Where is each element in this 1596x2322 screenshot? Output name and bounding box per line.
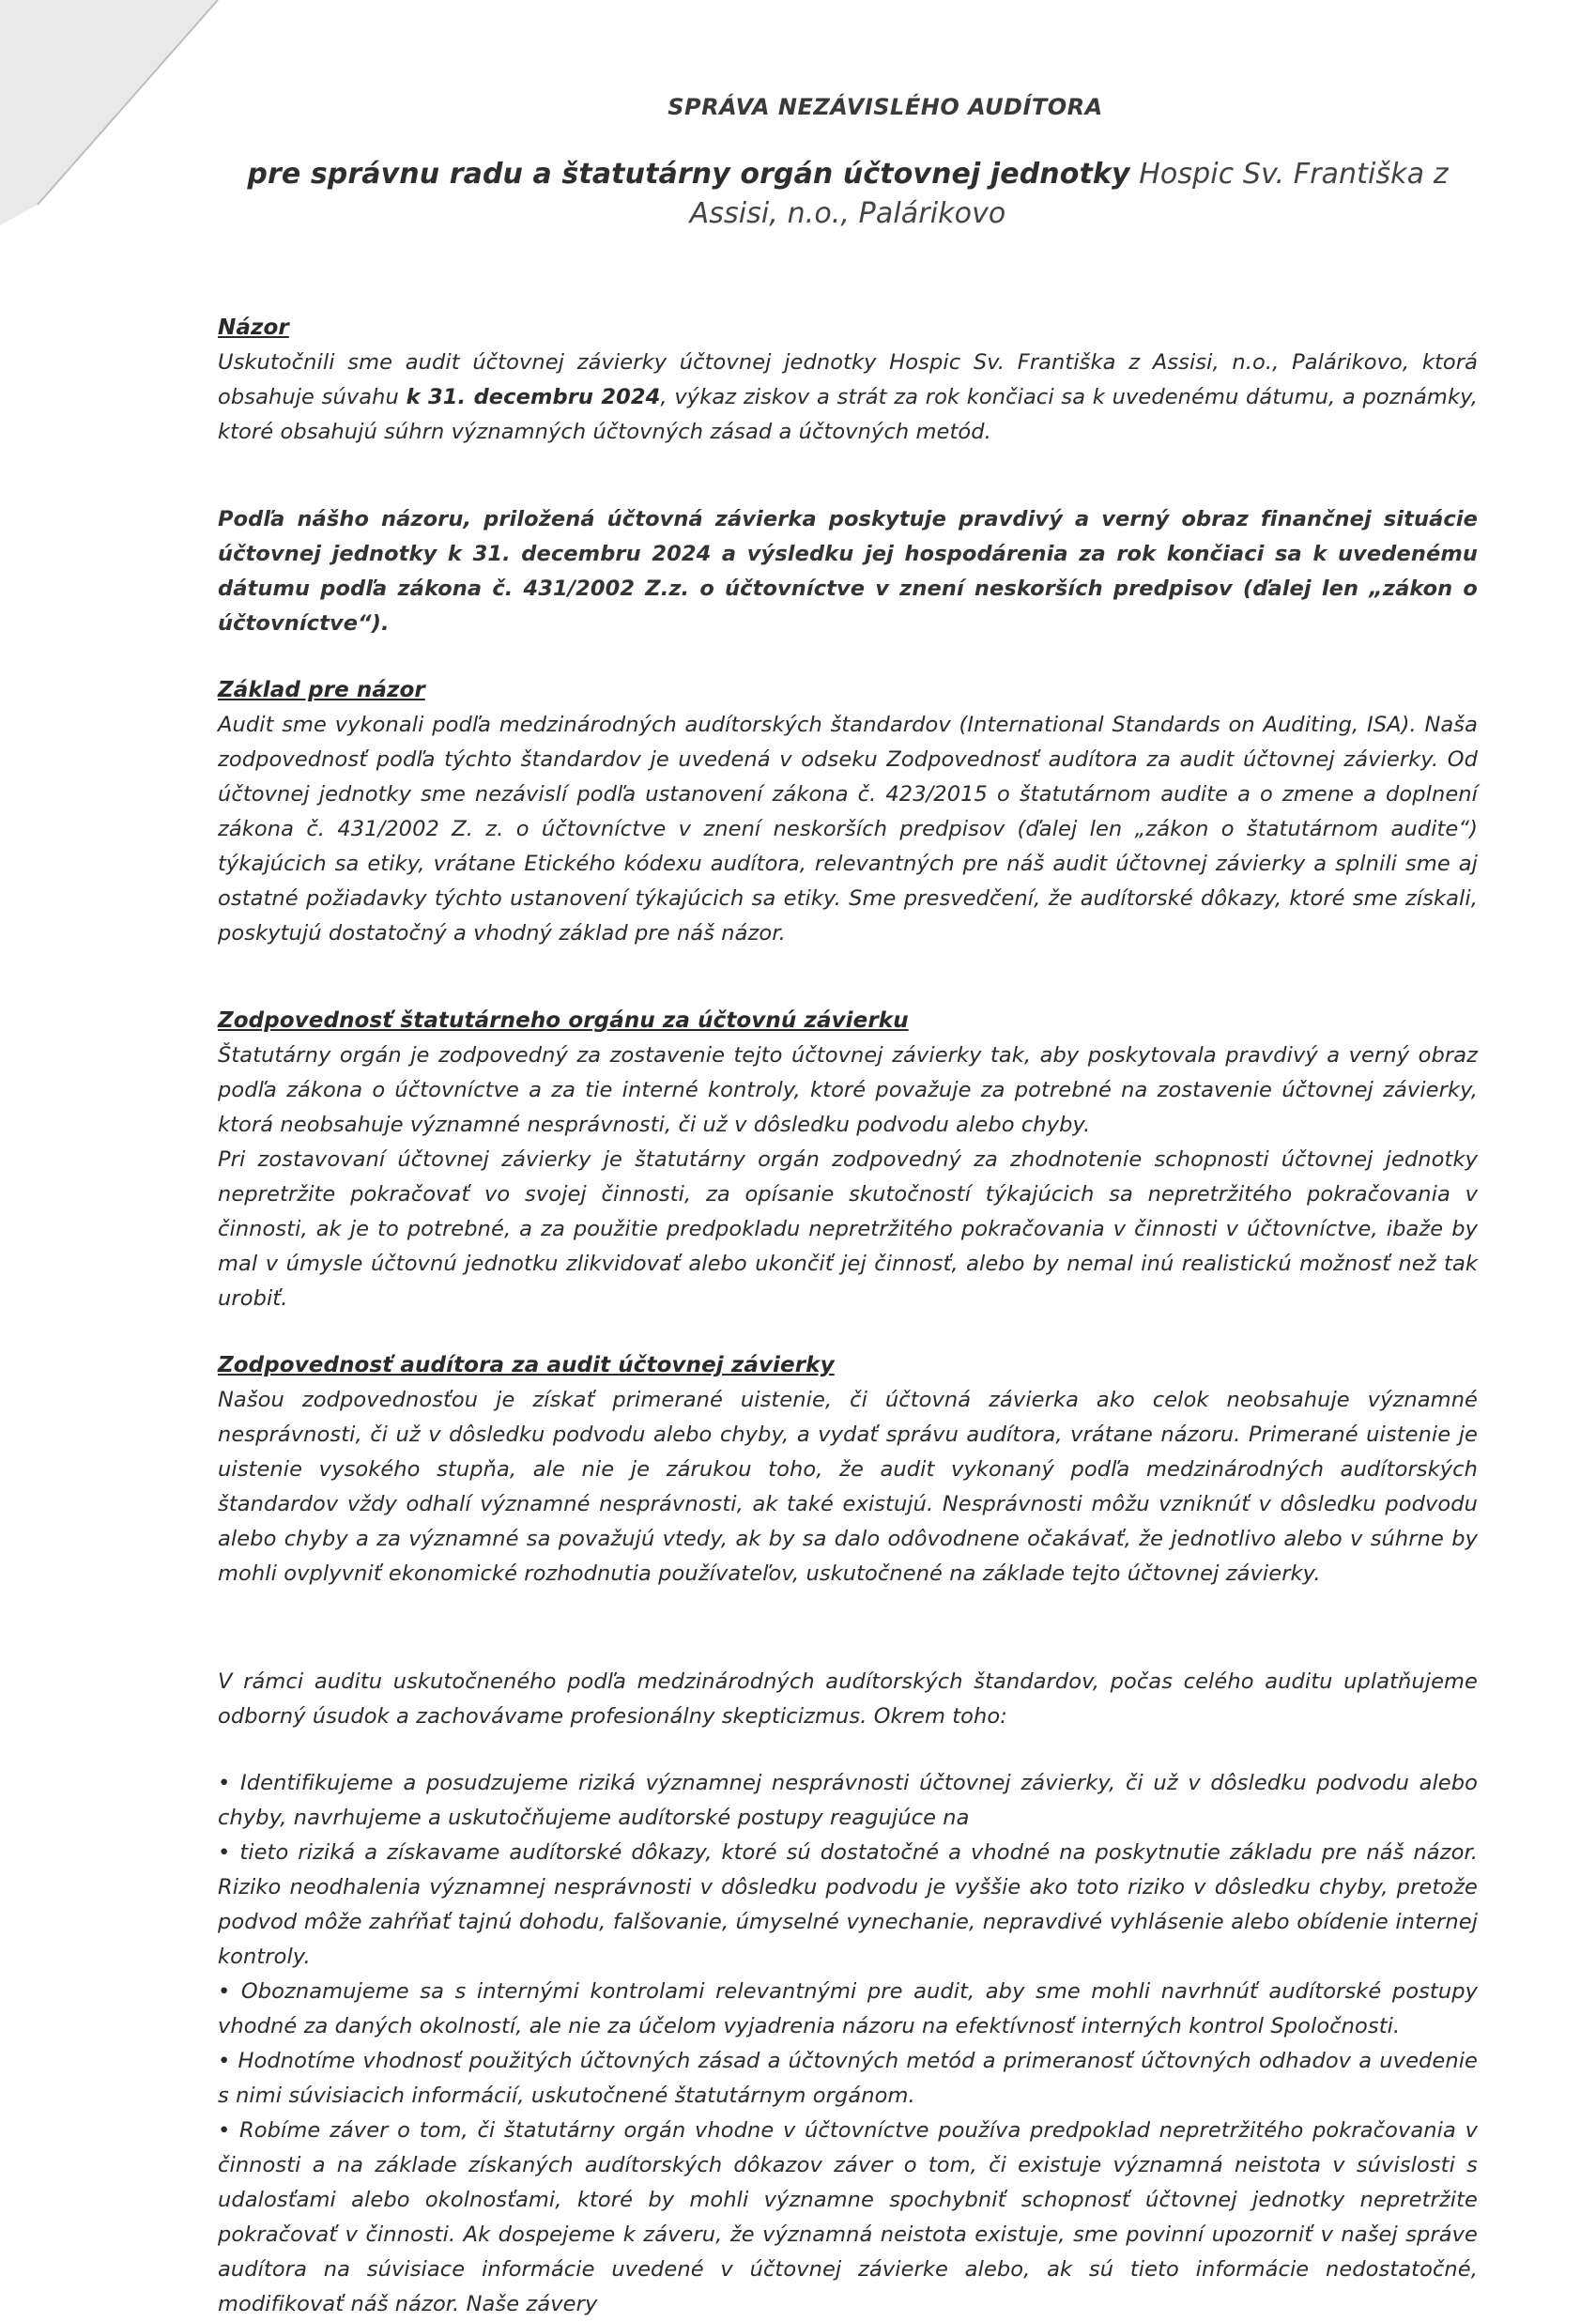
statutory-paragraph-1: Štatutárny orgán je zodpovedný za zostavenie tejto účtovnej závierky tak, aby poskytovala pravdivý a verný obraz podľa zákona o účtovníctve a za tie interné kontroly, ktoré považuje za potrebné na zostavenie účtovnej závierky, ktorá neobsahuje významné nesprávnosti, či už v dôsledku podvodu alebo chyby.: [218, 1043, 1478, 1137]
auditor-procedures-list: [218, 1766, 1478, 2322]
list-item: • tieto riziká a získavame audítorské dôkazy, ktoré sú dostatočné a vhodné na poskytnutie základu pre náš názor. Riziko neodhalenia významnej nesprávnosti v dôsledku podvodu je vyššie ako toto riziko v dôsledku chyby, pretože podvod môže zahŕňať tajnú dohodu, falšovanie, úmyselné vynechanie, nepravdivé vyhlásenie alebo obídenie internej kontroly.: [218, 1836, 1478, 1975]
section-basis-heading: Základ pre názor: [218, 678, 425, 702]
section-opinion-heading: Názor: [218, 315, 289, 340]
section-auditor-heading: Zodpovednosť audítora za audit účtovnej závierky: [218, 1353, 835, 1377]
list-item: • Robíme záver o tom, či štatutárny orgán vhodne v účtovníctve používa predpoklad nepretržitého pokračovania v činnosti a na základe získaných audítorských dôkazov záver o tom, či existuje významná neistota v súvislosti s udalosťami alebo okolnosťami, ktoré by mohli významne spochybniť schopnosť účtovnej jednotky nepretržite pokračovať v činnosti. Ak dospejeme k záveru, že významná neistota existuje, sme povinní upozorniť v našej správe audítora na súvisiace informácie uvedené v účtovnej závierke alebo, ak sú tieto informácie nedostatočné, modifikovať náš názor. Naše závery: [218, 2114, 1478, 2322]
opinion-text-a: Uskutočnili sme audit účtovnej závierky účtovnej jednotky Hospic Sv. Františka z Assisi, n.o., Palárikovo, ktorá obsahuje súvahu: [218, 350, 1478, 409]
audit-report-page: [218, 90, 1478, 2322]
list-item: • Hodnotíme vhodnosť použitých účtovných zásad a účtovných metód a primeranosť účtovných odhadov a uvedenie s nimi súvisiacich informácií, uskutočnené štatutárnym orgánom.: [218, 2044, 1478, 2114]
section-auditor-responsibility: [218, 1348, 1478, 2322]
section-statutory-responsibility: [218, 1004, 1478, 1316]
section-basis: [218, 673, 1478, 951]
section-statutory-heading: Zodpovednosť štatutárneho orgánu za účtovnú závierku: [218, 1008, 909, 1033]
opinion-paragraph-1: [218, 346, 1478, 450]
list-item: • Oboznamujeme sa s internými kontrolami relevantnými pre audit, aby sme mohli navrhnúť audítorské postupy vhodné za daných okolností, ale nie za účelom vyjadrenia názoru na efektívnosť interných kontrol Spoločnosti.: [218, 1975, 1478, 2044]
auditor-paragraph-2: V rámci auditu uskutočneného podľa medzinárodných audítorských štandardov, počas celého auditu uplatňujeme odborný úsudok a zachovávame profesionálny skepticizmus. Okrem toho:: [218, 1669, 1478, 1729]
section-opinion: [218, 311, 1478, 641]
opinion-date: k 31. decembru 2024: [406, 385, 661, 409]
auditor-paragraph-1: Našou zodpovednosťou je získať primerané uistenie, či účtovná závierka ako celok neobsahuje významné nesprávnosti, či už v dôsledku podvodu alebo chyby, a vydať správu audítora, vrátane názoru. Primerané uistenie je uistenie vysokého stupňa, ale nie je zárukou toho, že audit vykonaný podľa medzinárodných audítorských štandardov vždy odhalí významné nesprávnosti, ak také existujú. Nesprávnosti môžu vzniknúť v dôsledku podvodu alebo chyby a za významné sa považujú vtedy, ak by sa dalo odôvodnene očakávať, že jednotlivo alebo v súhrne by mohli ovplyvniť ekonomické rozhodnutia používateľov, uskutočnené na základe tejto účtovnej závierky.: [218, 1388, 1478, 1586]
document-subtitle: [218, 155, 1478, 234]
statutory-paragraph-2: Pri zostavovaní účtovnej závierky je štatutárny orgán zodpovedný za zhodnotenie schopnosti účtovnej jednotky nepretržite pokračovať vo svojej činnosti, za opísanie skutočností týkajúcich sa nepretržitého pokračovania v činnosti, ak je to potrebné, a za použitie predpokladu nepretržitého pokračovania v činnosti v účtovníctve, ibaže by mal v úmysle účtovnú jednotku zlikvidovať alebo ukončiť jej činnosť, alebo by nemal inú realistickú možnosť než tak urobiť.: [218, 1147, 1478, 1311]
document-title: SPRÁVA NEZÁVISLÉHO AUDÍTORA: [668, 94, 1103, 120]
opinion-paragraph-2: Podľa nášho názoru, priložená účtovná závierka poskytuje pravdivý a verný obraz finančnej situácie účtovnej jednotky k 31. decembru 2024 a výsledku jej hospodárenia za rok končiaci sa k uvedenému dátumu podľa zákona č. 431/2002 Z.z. o účtovníctve v znení neskorších predpisov (ďalej len „zákon o účtovníctve“).: [218, 507, 1478, 636]
opinion-text-c: , výkaz ziskov a strát za rok končiaci sa k uvedenému dátumu, a poznámky, ktoré obsahujú súhrn významných účtovných zásad a účtovných metód.: [218, 385, 1478, 444]
basis-paragraph: Audit sme vykonali podľa medzinárodných audítorských štandardov (International Standards on Auditing, ISA). Naša zodpovednosť podľa týchto štandardov je uvedená v odseku Zodpovednosť audítora za audit účtovnej závierky. Od účtovnej jednotky sme nezávislí podľa ustanovení zákona č. 423/2015 o štatutárnom audite a o zmene a doplnení zákona č. 431/2002 Z. z. o účtovníctve v znení neskorších predpisov (ďalej len „zákon o štatutárnom audite“) týkajúcich sa etiky, vrátane Etického kódexu audítora, relevantných pre náš audit účtovnej závierky a splnili sme aj ostatné požiadavky týchto ustanovení týkajúcich sa etiky. Sme presvedčení, že audítorské dôkazy, ktoré sme získali, poskytujú dostatočný a vhodný základ pre náš názor.: [218, 713, 1478, 946]
subtitle-entity: Hospic Sv. Františka z Assisi, n.o., Palárikovo: [689, 158, 1449, 230]
list-item: • Identifikujeme a posudzujeme riziká významnej nesprávnosti účtovnej závierky, či už v dôsledku podvodu alebo chyby, navrhujeme a uskutočňujeme audítorské postupy reagujúce na: [218, 1766, 1478, 1836]
subtitle-addressee: pre správnu radu a štatutárny orgán účtovnej jednotky: [247, 158, 1130, 191]
scan-page-fold-corner: [0, 0, 225, 225]
